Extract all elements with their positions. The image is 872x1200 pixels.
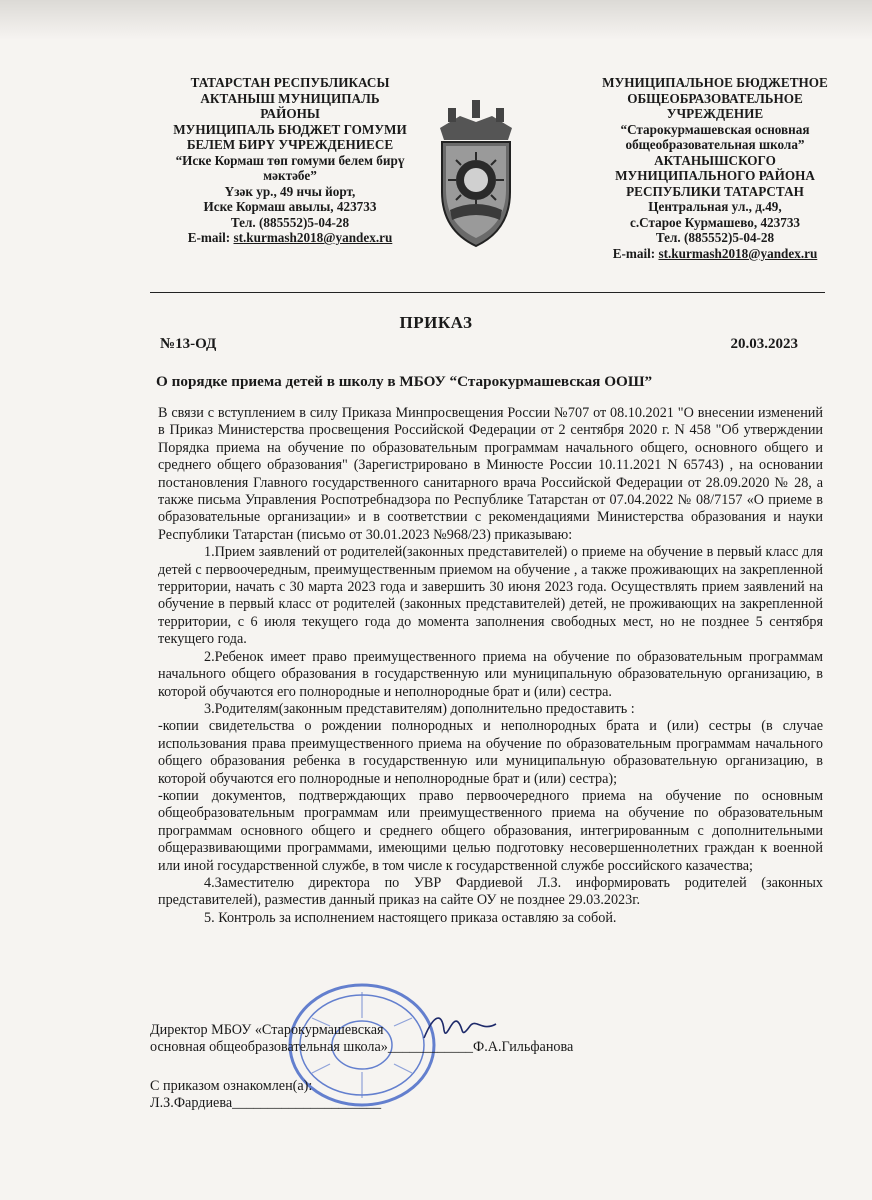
header-right-russian: [590, 75, 840, 261]
header-right-line: МУНИЦИПАЛЬНОГО РАЙОНА: [615, 168, 815, 183]
header-left-line: Иске Кормаш авылы, 423733: [203, 199, 377, 214]
signature-line-1: Директор МБОУ «Старокурмашевская: [150, 1022, 384, 1038]
header-left-line: МУНИЦИПАЛЬ БЮДЖЕТ ГОМУМИ: [173, 121, 407, 137]
clause-3: 3.Родителям(законным представителям) дополнительно предоставить :: [204, 700, 635, 717]
header-left-line: БЕЛЕМ БИРҮ УЧРЕЖДЕНИЕСЕ: [186, 137, 394, 152]
clause-4: 4.Заместителю директора по УВР Фардиевой Л.З. информировать родителей (законных представителей), разместив данный приказ на сайте ОУ не позднее 29.03.2023г.: [158, 874, 823, 909]
order-body: [158, 405, 823, 927]
header-right-line: МУНИЦИПАЛЬНОЕ БЮДЖЕТНОЕ: [602, 75, 828, 90]
ack-line-2: Л.З.Фардиева_____________________: [150, 1095, 382, 1112]
header-left-line: Үзәк ур., 49 нчы йорт,: [224, 183, 356, 199]
header-left-email-row: [165, 230, 415, 246]
header-right-line: общеобразовательная школа”: [625, 137, 805, 152]
email-label: E-mail:: [612, 245, 656, 261]
ack-line-1: С приказом ознакомлен(а):: [150, 1078, 313, 1094]
order-subject: О порядке приема детей в школу в МБОУ “Старокурмашевская ООШ”: [156, 373, 653, 390]
header-left-line: РАЙОНЫ: [260, 106, 320, 121]
email-label: E-mail:: [187, 230, 231, 245]
header-left-line: Тел. (885552)5-04-28: [230, 214, 350, 230]
email-link[interactable]: st.kurmash2018@yandex.ru: [233, 230, 393, 245]
header-left-line: ТАТАРСТАН РЕСПУБЛИКАСЫ: [190, 75, 390, 90]
header-right-line: ОБЩЕОБРАЗОВАТЕЛЬНОЕ: [627, 90, 803, 106]
intro-paragraph: В связи с вступлением в силу Приказа Минпросвещения России №707 от 08.10.2021 "О внесении изменений в Приказ Министерства просвещения Российской Федерации от 2 сентября 2020 г. N 458 "Об утверждении Порядка приема на обучение по образовательным программам начального общего, основного общего и среднего общего образования" (Зарегистрировано в Минюсте России 10.11.2021 N 65743) , на основании постановления Главного государственного санитарного врача Российской Федерации от 28.09.2020 № 28, а также письма Управления Роспотребнадзора по Республике Татарстан от 07.04.2022 № 08/7157 «О приеме в образовательные организации» и в соответствии с рекомендациями Министерства образования и науки Республики Татарстан (письмо от 30.01.2023 №968/23) приказываю:: [158, 405, 823, 543]
header-right-line: Центральная ул., д.49,: [648, 199, 782, 214]
email-link[interactable]: st.kurmash2018@yandex.ru: [658, 245, 818, 261]
document-title: ПРИКАЗ: [399, 313, 473, 332]
clause-5: 5. Контроль за исполнением настоящего приказа оставляю за собой.: [204, 909, 617, 926]
clause-3-item-b: -копии документов, подтверждающих право первоочередного приема на обучение по основным общеобразовательным программам или преимущественного приема на обучение по образовательным программам основного общего и среднего общего образования, интегрированным с дополнительными общеразвивающими программами, имеющими целью подготовку несовершеннолетних граждан к военной или иной государственной службе, в том числе к государственной службе российского казачества;: [158, 787, 823, 874]
acknowledgement-block: [150, 1078, 381, 1113]
signature-director-name: ____________Ф.А.Гильфанова: [387, 1039, 574, 1056]
header-right-line: УЧРЕЖДЕНИЕ: [666, 106, 764, 121]
coat-of-arms-emblem: [430, 80, 522, 252]
header-divider: [150, 292, 825, 293]
order-date: 20.03.2023: [730, 336, 798, 352]
signature-line-2: основная общеобразовательная школа»: [150, 1039, 388, 1056]
scan-shadow: [0, 0, 872, 40]
header-right-line: с.Старое Курмашево, 423733: [629, 214, 801, 230]
clause-2: 2.Ребенок имеет право преимущественного приема на обучение по образовательным программам начального общего образования в государственную или муниципальную образовательную организацию, в которой обучаются его полнородные и неполнородные брат и (или) сестра.: [158, 648, 823, 700]
header-left-tatar: [165, 75, 415, 246]
header-right-line: Тел. (885552)5-04-28: [655, 230, 775, 245]
header-left-line: “Иске Кормаш төп гомуми белем бирү: [175, 152, 405, 168]
header-left-line: мәктәбе”: [263, 168, 317, 183]
header-right-line: АКТАНЫШСКОГО: [654, 152, 776, 168]
director-signature-block: [150, 1022, 573, 1057]
header-left-line: АКТАНЫШ МУНИЦИПАЛЬ: [200, 90, 380, 106]
header-right-email-row: [590, 246, 840, 262]
header-right-line: РЕСПУБЛИКИ ТАТАРСТАН: [626, 183, 804, 199]
clause-3-item-a: -копии свидетельства о рождении полнородных и неполнородных брата и (или) сестры (в случае использования права преимущественного приема на обучение по образовательным программам начального общего образования ребенка в государственную или муниципальную образовательную организацию, в которой обучаются его полнородные и неполнородные брат и (или) сестра);: [158, 718, 823, 787]
clause-1: 1.Прием заявлений от родителей(законных представителей) о приеме на обучение в первый класс для детей с первоочередным, преимущественным приемом на обучение , а также проживающих на закрепленной территории, начать с 30 марта 2023 года и завершить 30 июня 2023 года. Осуществлять прием заявлений на обучение в первый класс от родителей (законных представителей) детей, не проживающих на закрепленной территории, с 6 июля текущего года до момента заполнения свободных мест, но не позднее 5 сентября текущего года.: [158, 544, 823, 648]
order-number: №13-ОД: [160, 336, 217, 352]
header-right-line: “Старокурмашевская основная: [620, 121, 810, 137]
signature-line-2-row: [150, 1039, 573, 1056]
